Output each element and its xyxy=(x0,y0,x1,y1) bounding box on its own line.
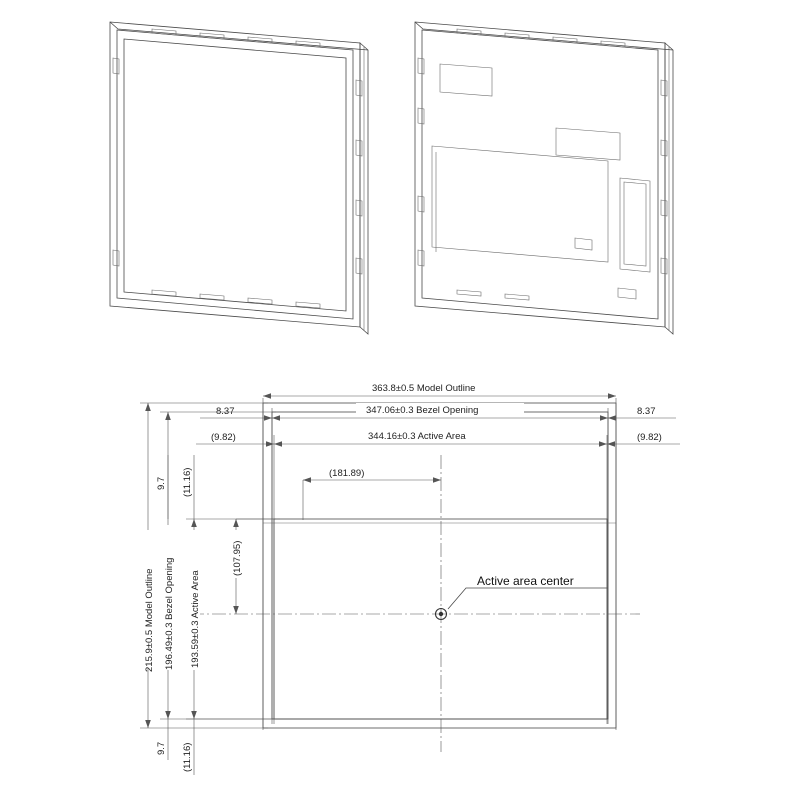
dim-left-offset-9-82 xyxy=(196,432,274,447)
dim-bottom-offset-9-7 xyxy=(156,719,168,760)
dim-active-area-h-text: 344.16±0.3 Active Area xyxy=(368,431,466,442)
active-area-center-label: Active area center xyxy=(477,574,574,588)
dim-bezel-opening-v-text: 196.49±0.3 Bezel Opening xyxy=(164,557,175,670)
dim-right-offset-1-text: 8.37 xyxy=(637,406,656,417)
dim-active-area-v xyxy=(187,519,201,719)
dim-half-active-h-text: (181.89) xyxy=(329,468,365,479)
dim-model-outline-h xyxy=(263,381,616,399)
dim-bottom-offset-2-text: (11.16) xyxy=(182,742,193,772)
dim-model-outline-h-text: 363.8±0.5 Model Outline xyxy=(372,383,476,394)
dim-top-offset-2-text: (11.16) xyxy=(182,467,193,497)
dim-active-area-v-text: 193.59±0.3 Active Area xyxy=(190,570,201,668)
arrow xyxy=(233,519,239,527)
front-bezel-outer xyxy=(110,22,360,327)
dim-right-offset-8-37 xyxy=(608,406,676,421)
arrow xyxy=(145,720,151,728)
front-view xyxy=(110,22,368,334)
active-area-center-dot xyxy=(439,612,443,616)
arrow xyxy=(263,393,271,399)
dim-model-outline-v-text: 215.9±0.5 Model Outline xyxy=(144,568,155,672)
dim-half-active-v-text: (107.95) xyxy=(232,540,243,576)
dim-bottom-offset-11-16 xyxy=(182,719,194,775)
model-outline-rect xyxy=(263,403,616,728)
dim-bezel-opening-h-text: 347.06±0.3 Bezel Opening xyxy=(366,405,479,416)
rear-chassis-outer xyxy=(415,22,665,327)
dim-left-offset-8-37 xyxy=(200,406,272,421)
arrow xyxy=(608,393,616,399)
dim-top-offset-1-text: 9.7 xyxy=(156,476,167,490)
dim-top-offset-9-7 xyxy=(156,455,168,519)
dimension-view xyxy=(140,381,680,775)
arrow xyxy=(191,519,197,527)
arrow xyxy=(145,403,151,411)
dim-right-offset-2-text: (9.82) xyxy=(637,432,662,443)
dim-model-outline-v xyxy=(141,403,155,728)
arrow xyxy=(165,412,171,420)
dim-left-offset-1-text: 8.37 xyxy=(216,406,235,417)
dim-right-offset-9-82 xyxy=(607,432,680,447)
dim-bottom-offset-1-text: 9.7 xyxy=(156,741,167,755)
rear-view xyxy=(415,22,673,334)
arrow xyxy=(165,711,171,719)
dim-top-offset-11-16 xyxy=(182,455,194,519)
arrow xyxy=(233,606,239,614)
arrow xyxy=(191,711,197,719)
dim-left-offset-2-text: (9.82) xyxy=(211,432,236,443)
